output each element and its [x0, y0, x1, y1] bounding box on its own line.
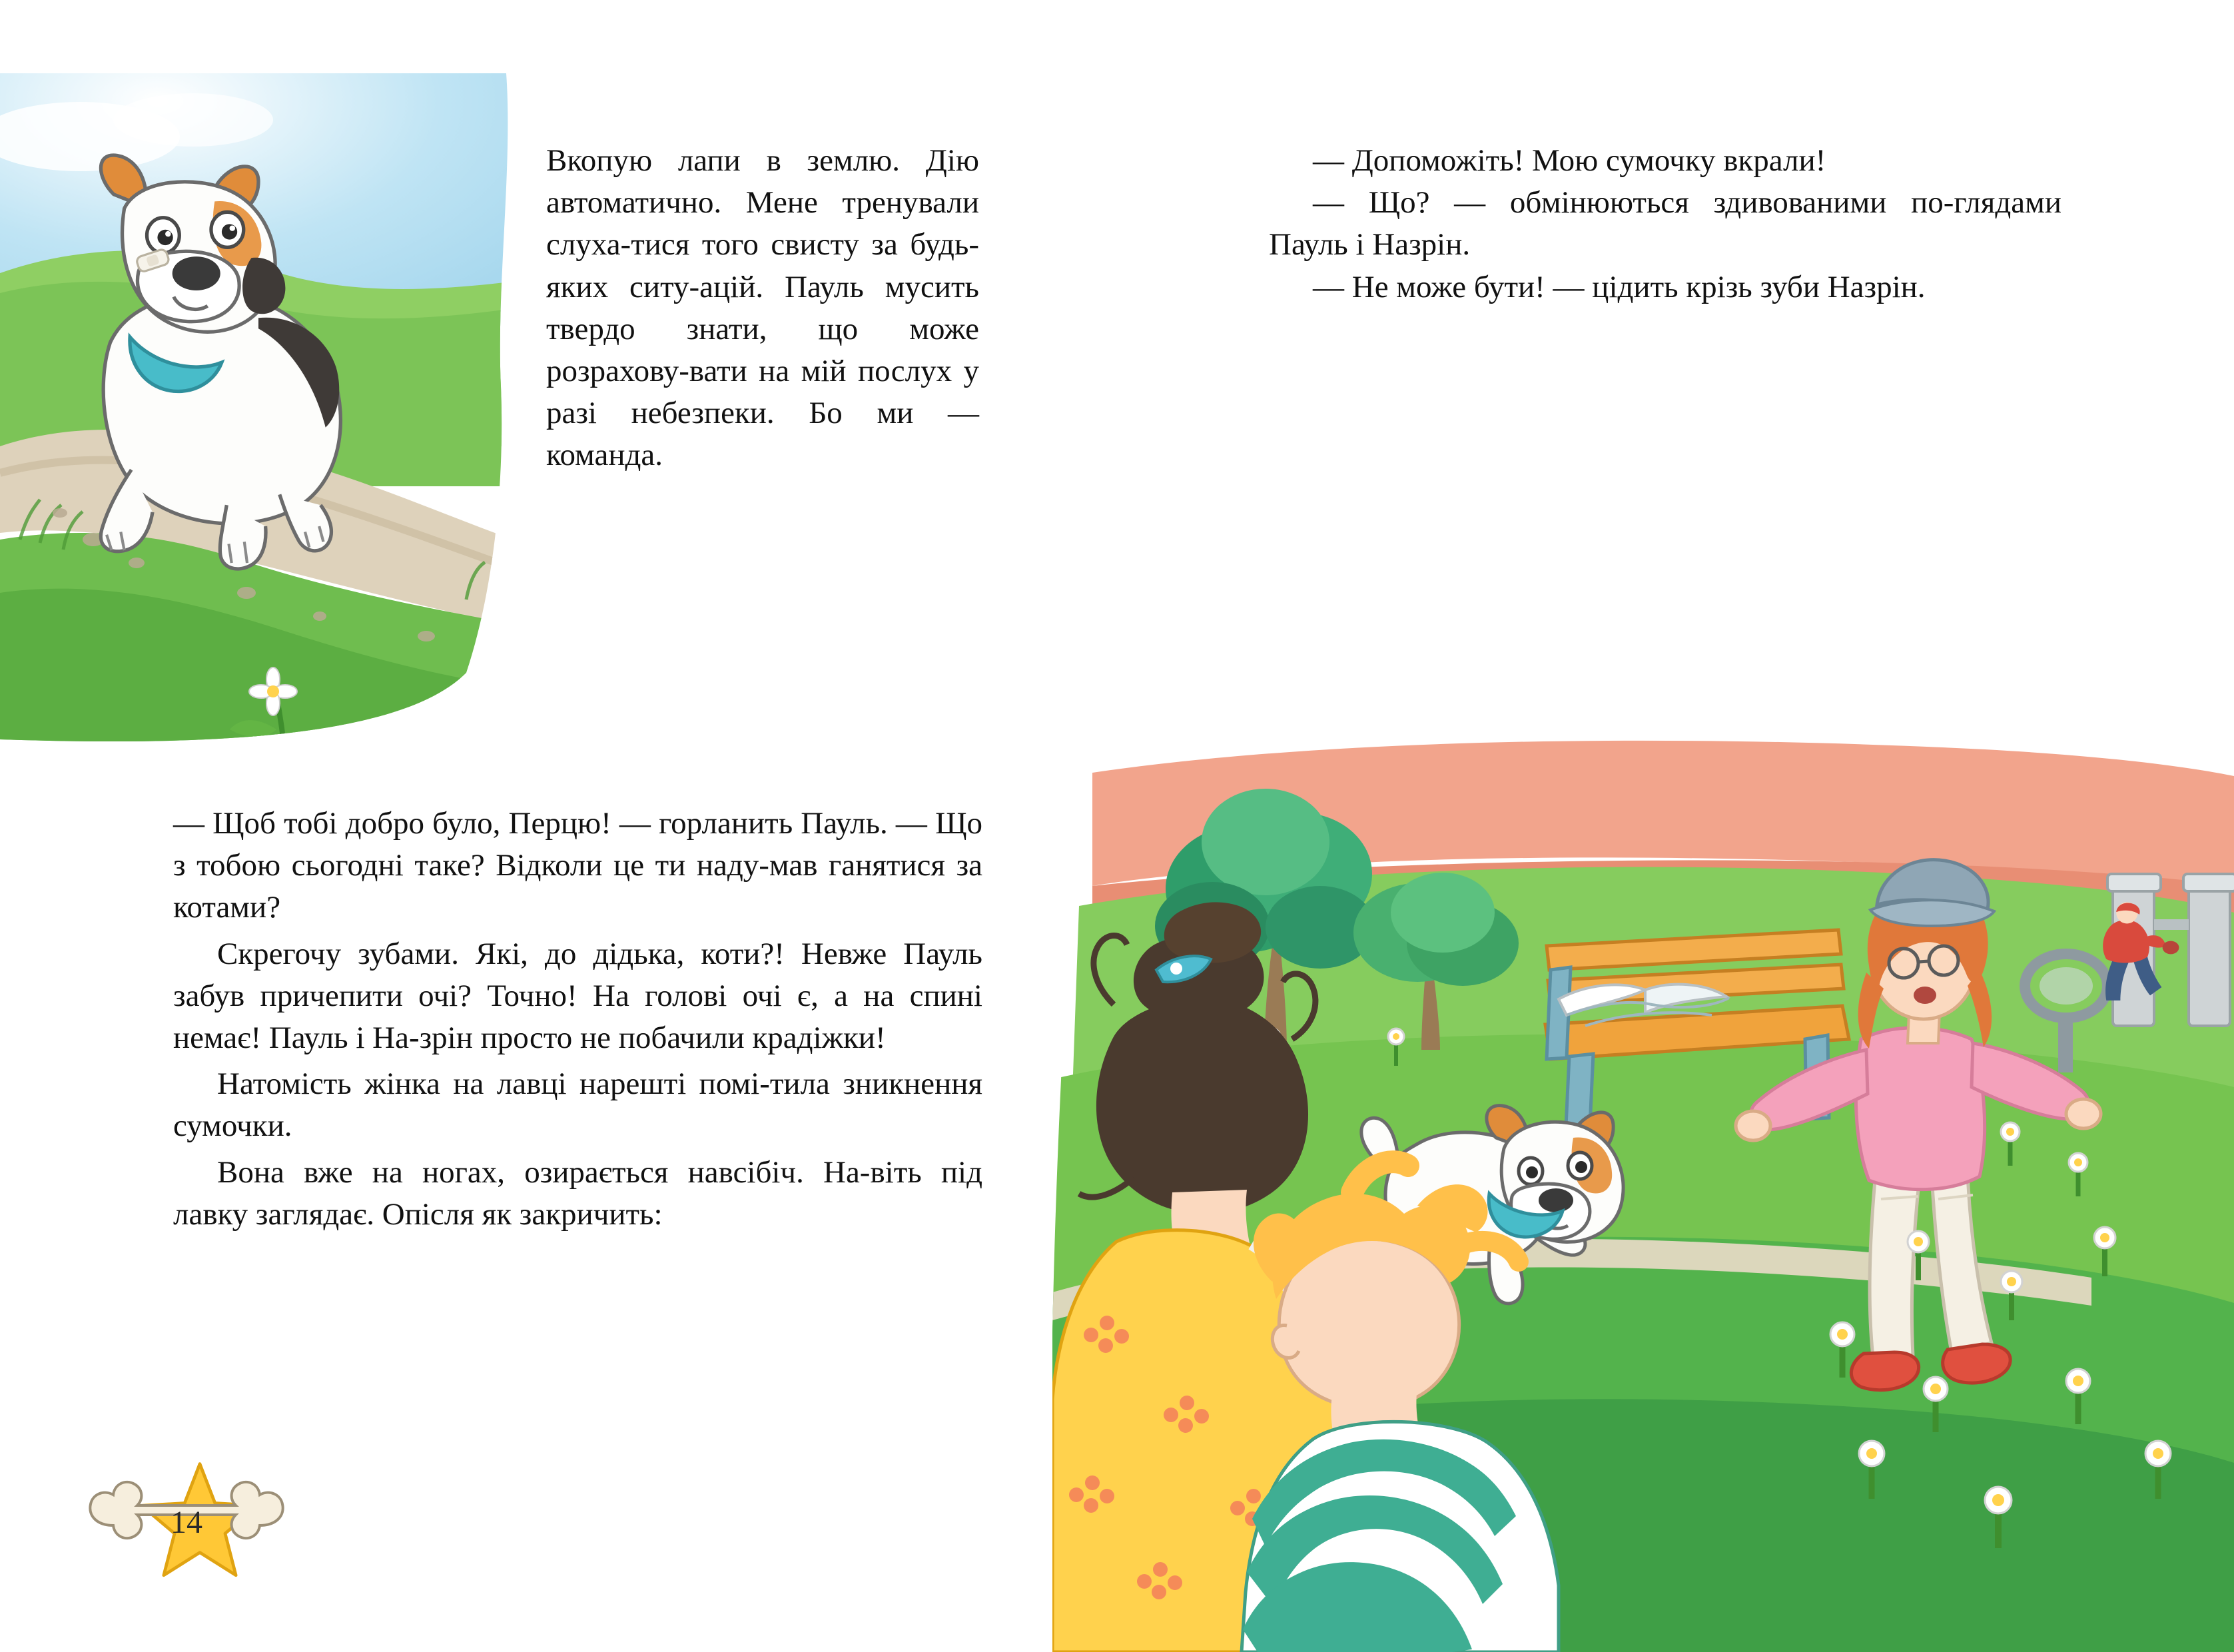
paragraph-3: Скрегочу зубами. Які, до дідька, коти?! Невже Пауль забув причепити очі? Точно! На голові очі є, а на спині немає! Пауль і На-зрін просто не побачили крадіжки!	[173, 936, 982, 1056]
right-column-text	[1269, 140, 2061, 308]
left-column-narrow-text	[546, 140, 979, 477]
paragraph-1: Вкопую лапи в землю. Дію автоматично. Мене тренували слуха-тися того свисту за будь-яких ситу-ацій. Пауль мусить твердо знати, що може розрахову-вати на мій послух у разі небезпеки. Бо ми — команда.	[546, 143, 979, 473]
page-number-text: 14	[171, 1504, 202, 1540]
dog-on-path-illustration	[0, 73, 526, 786]
page-number-badge	[73, 1459, 300, 1585]
paragraph-r1: — Допоможіть! Мою сумочку вкрали!	[1313, 143, 1826, 178]
paragraph-4: Натомість жінка на лавці нарешті помі-тила зникнення сумочки.	[173, 1066, 982, 1144]
paragraph-2: — Щоб тобі добро було, Перцю! — горланить Пауль. — Що з тобою сьогодні таке? Відколи це ти наду-мав ганятися за котами?	[173, 806, 982, 925]
paragraph-r3: — Не може бути! — цідить крізь зуби Назрін.	[1313, 269, 1926, 304]
paragraph-r2: — Що? — обмінюються здивованими по-глядами Пауль і Назрін.	[1269, 185, 2061, 262]
paragraph-5: Вона вже на ногах, озирається навсібіч. На-віть під лавку заглядає. Опісля як закричить:	[173, 1154, 982, 1232]
left-column-wide-text	[173, 803, 982, 1240]
park-scene-illustration	[1052, 573, 2234, 1652]
